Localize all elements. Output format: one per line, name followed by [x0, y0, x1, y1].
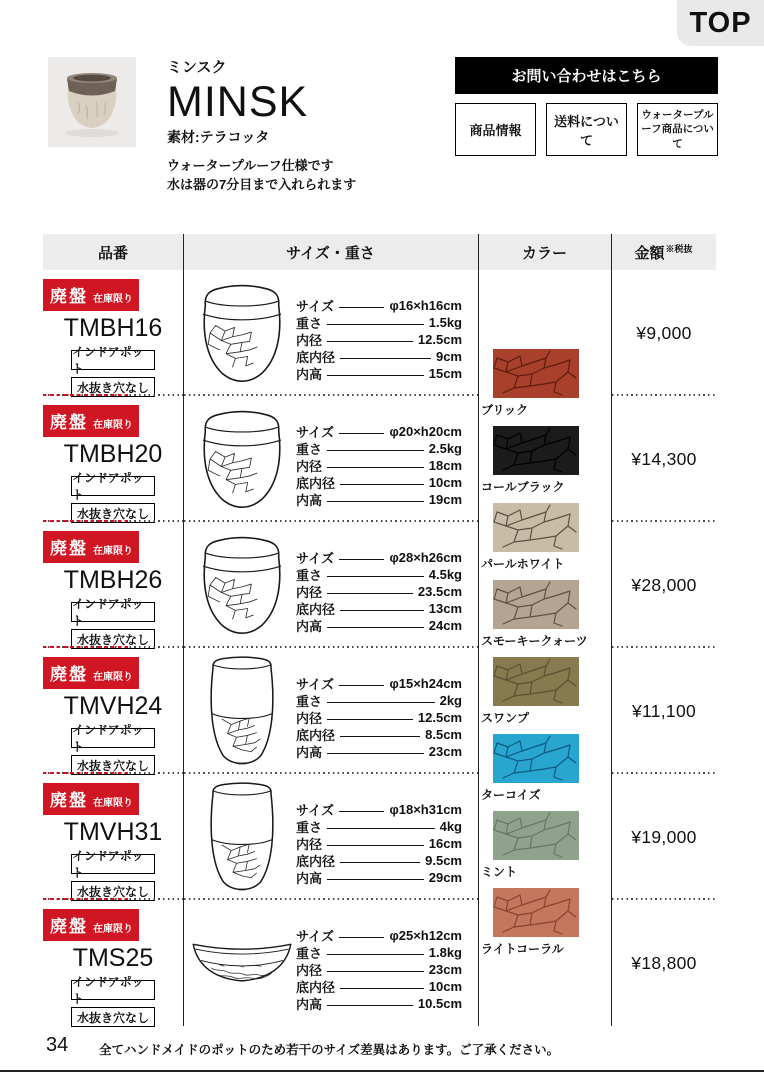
product-code: TMBH16: [63, 314, 163, 342]
page-number: 34: [46, 1034, 69, 1056]
pot-illustration: [184, 396, 294, 522]
color-option: [479, 657, 611, 724]
color-name: ライトコーラル: [481, 942, 564, 956]
product-header: [167, 56, 356, 195]
tag-indoor-pot: インドアポット: [71, 476, 155, 496]
tag-no-drain-hole: 水抜き穴なし: [71, 377, 155, 397]
color-swatch: [493, 811, 579, 860]
color-swatch: [493, 734, 579, 783]
product-photo: [48, 57, 136, 147]
discontinued-badge: 廃盤 在庫限り: [43, 783, 139, 815]
table-row: サイズ φ25×h12cm 重さ 1.8kg 内径 23cm 底内径 10cm 内高 10.5cm: [184, 900, 478, 1026]
table-row: サイズ φ20×h20cm 重さ 2.5kg 内径 18cm 底内径 10cm 内高 19cm: [184, 396, 478, 522]
discontinued-badge: 廃盤 在庫限り: [43, 657, 139, 689]
color-column: [479, 270, 611, 965]
product-code: TMVH31: [63, 818, 163, 846]
price-column: [612, 270, 716, 1026]
color-option: [479, 349, 611, 416]
table-row: サイズ φ18×h31cm 重さ 4kg 内径 16cm 底内径 9.5cm 内高 29cm: [184, 774, 478, 900]
color-option: [479, 734, 611, 801]
product-code: TMBH26: [63, 566, 163, 594]
tax-note: ※税抜: [665, 243, 693, 254]
price: ¥14,300: [612, 396, 716, 522]
color-name: スモーキークォーツ: [481, 634, 588, 648]
table-row: サイズ φ15×h24cm 重さ 2kg 内径 12.5cm 底内径 8.5cm 内高 23cm: [184, 648, 478, 774]
discontinued-badge: 廃盤 在庫限り: [43, 531, 139, 563]
color-option: [479, 426, 611, 493]
table-row: [43, 396, 183, 522]
tag-no-drain-hole: 水抜き穴なし: [71, 503, 155, 523]
color-option: [479, 580, 611, 647]
contact-button[interactable]: お問い合わせはこちら: [455, 57, 718, 94]
table-row: [43, 522, 183, 648]
color-name: コールブラック: [481, 480, 565, 494]
product-code: TMBH20: [63, 440, 163, 468]
tag-no-drain-hole: 水抜き穴なし: [71, 1007, 155, 1027]
column-header-code: 品番: [97, 244, 128, 262]
table-row: [43, 270, 183, 396]
tag-no-drain-hole: 水抜き穴なし: [71, 629, 155, 649]
price: ¥9,000: [612, 270, 716, 396]
discontinued-badge: 廃盤 在庫限り: [43, 279, 139, 311]
table-row: サイズ φ28×h26cm 重さ 4.5kg 内径 23.5cm 底内径 13cm 内高 24cm: [184, 522, 478, 648]
tag-indoor-pot: インドアポット: [71, 980, 155, 1000]
table-row: [43, 648, 183, 774]
color-swatch: [493, 503, 579, 552]
product-code: TMVH24: [63, 692, 163, 720]
tag-indoor-pot: インドアポット: [71, 350, 155, 370]
price: ¥28,000: [612, 522, 716, 648]
pot-illustration: [184, 774, 294, 900]
color-option: [479, 811, 611, 878]
table-header: [43, 234, 716, 270]
footer-note: 全てハンドメイドのポットのため若干のサイズ差異はあります。ご了承ください。: [99, 1043, 560, 1057]
tag-no-drain-hole: 水抜き穴なし: [71, 881, 155, 901]
discontinued-badge: 廃盤 在庫限り: [43, 909, 139, 941]
table-row: [43, 900, 183, 1026]
pot-illustration: [184, 522, 294, 648]
color-option: [479, 503, 611, 570]
price: ¥11,100: [612, 648, 716, 774]
tag-indoor-pot: インドアポット: [71, 728, 155, 748]
price: ¥19,000: [612, 774, 716, 900]
product-code: TMS25: [72, 944, 154, 972]
size-column: [184, 270, 478, 1026]
top-button[interactable]: TOP: [677, 0, 764, 46]
color-swatch: [493, 657, 579, 706]
color-swatch: [493, 349, 579, 398]
color-swatch: [493, 580, 579, 629]
pot-illustration: [184, 648, 294, 774]
column-header-color: カラー: [521, 244, 567, 262]
tag-indoor-pot: インドアポット: [71, 854, 155, 874]
discontinued-badge: 廃盤 在庫限り: [43, 405, 139, 437]
product-description: ウォータープルーフ仕様です 水は器の7分目まで入れられます: [167, 157, 357, 193]
pot-illustration: [184, 900, 294, 1026]
color-name: ミント: [481, 865, 518, 879]
table-row: [43, 774, 183, 900]
color-name: スワンプ: [481, 711, 530, 725]
waterproof-info-button[interactable]: ウォータープルーフ商品について: [637, 103, 718, 156]
color-swatch: [493, 426, 579, 475]
footer-divider: [0, 1070, 764, 1072]
product-column: [43, 270, 183, 1026]
table-row: サイズ φ16×h16cm 重さ 1.5kg 内径 12.5cm 底内径 9cm 内高 15cm: [184, 270, 478, 396]
tag-no-drain-hole: 水抜き穴なし: [71, 755, 155, 775]
product-subtitle: ミンスク: [167, 59, 227, 76]
info-buttons: [455, 103, 718, 156]
column-header-size: サイズ・重さ: [286, 244, 375, 262]
product-info-button[interactable]: 商品情報: [455, 103, 536, 156]
color-swatch: [493, 888, 579, 937]
pot-illustration: [184, 270, 294, 396]
column-header-price: 金額 ※税抜: [634, 243, 693, 262]
page-title: MINSK: [167, 78, 309, 126]
color-name: パールホワイト: [481, 557, 565, 571]
shipping-info-button[interactable]: 送料について: [546, 103, 627, 156]
color-name: ブリック: [481, 403, 529, 417]
price: ¥18,800: [631, 952, 697, 973]
color-name: ターコイズ: [481, 788, 541, 802]
material-text: 素材:テラコッタ: [167, 128, 270, 145]
color-option: [479, 888, 611, 955]
tag-indoor-pot: インドアポット: [71, 602, 155, 622]
